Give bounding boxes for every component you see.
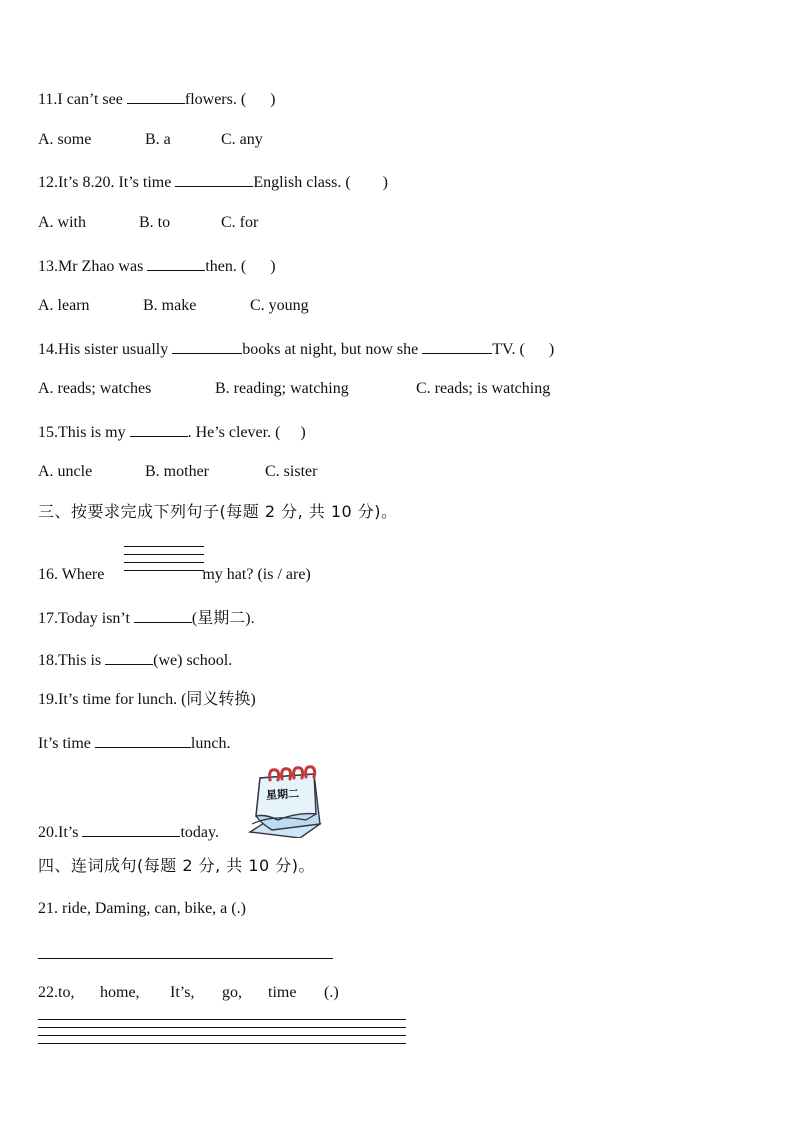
- q13-option-b[interactable]: B. make: [143, 297, 197, 314]
- q13-text-start: 13.Mr Zhao was: [38, 258, 148, 275]
- q22-word-3: It’s,: [170, 984, 195, 1001]
- q16-text-end: my hat? (is / are): [202, 566, 311, 583]
- q20-blank[interactable]: [82, 821, 180, 837]
- q15-option-a[interactable]: A. uncle: [38, 463, 93, 480]
- q15-text-end: . He’s clever. (: [187, 424, 281, 441]
- question-20: [38, 821, 219, 843]
- q15-option-b[interactable]: B. mother: [145, 463, 209, 480]
- q20-text-end: today.: [180, 824, 219, 841]
- q12-text-end: English class. (: [253, 174, 351, 191]
- question-19-answer: [38, 732, 230, 754]
- q11-option-a[interactable]: A. some: [38, 131, 92, 148]
- q14-paren-close: ): [548, 341, 555, 358]
- question-13: [38, 255, 276, 277]
- section-3-heading: 三、按要求完成下列句子(每题 2 分, 共 10 分)。: [38, 502, 398, 521]
- question-22: [38, 983, 339, 1003]
- q12-option-b[interactable]: B. to: [139, 214, 171, 231]
- q19-answer-text-start: It’s time: [38, 735, 95, 752]
- question-21: 21. ride, Daming, can, bike, a (.): [38, 900, 246, 917]
- q14-option-a[interactable]: A. reads; watches: [38, 380, 152, 397]
- q11-option-b[interactable]: B. a: [145, 131, 171, 148]
- q14-text-end: TV. (: [492, 341, 525, 358]
- q20-text-start: 20.It’s: [38, 824, 83, 841]
- q15-option-c[interactable]: C. sister: [265, 463, 318, 480]
- q11-text-end: flowers. (: [184, 91, 247, 108]
- q22-word-2: home,: [100, 984, 140, 1001]
- q15-options: [38, 462, 317, 482]
- question-11: [38, 88, 276, 110]
- q14-blank-2[interactable]: [422, 338, 492, 354]
- q13-option-c[interactable]: C. young: [250, 297, 309, 314]
- q22-word-5: time: [268, 984, 297, 1001]
- q12-option-a[interactable]: A. with: [38, 214, 86, 231]
- q12-option-c[interactable]: C. for: [221, 214, 259, 231]
- q13-text-end: then. (: [205, 258, 247, 275]
- question-17: [38, 607, 255, 629]
- question-12: [38, 171, 388, 193]
- q12-blank[interactable]: [175, 171, 253, 187]
- calendar-label: 星期二: [265, 787, 300, 802]
- q21-answer-line[interactable]: [38, 958, 333, 959]
- question-14: [38, 338, 554, 360]
- q17-text-end: (星期二).: [191, 610, 255, 627]
- q22-word-6: (.): [324, 984, 339, 1001]
- q22-answer-lines[interactable]: [38, 1019, 408, 1047]
- q18-text-start: 18.This is: [38, 652, 106, 669]
- q14-text-middle: books at night, but now she: [242, 341, 423, 358]
- q13-paren-close: ): [270, 258, 276, 275]
- q18-text-end: (we) school.: [153, 652, 233, 669]
- section-4-heading: 四、连词成句(每题 2 分, 共 10 分)。: [38, 856, 316, 875]
- q13-blank[interactable]: [147, 255, 205, 271]
- q22-word-4: go,: [222, 984, 242, 1001]
- q12-paren-close: ): [382, 174, 388, 191]
- q15-paren-close: ): [300, 424, 306, 441]
- q11-blank[interactable]: [127, 88, 185, 104]
- q11-options: [38, 130, 263, 150]
- q15-text-start: 15.This is my: [38, 424, 130, 441]
- calendar-icon: [242, 764, 324, 838]
- q14-text-start: 14.His sister usually: [38, 341, 173, 358]
- q11-paren-close: ): [270, 91, 276, 108]
- q11-text-start: 11.I can’t see: [38, 91, 127, 108]
- q16-text-start: 16. Where: [38, 566, 105, 583]
- q11-option-c[interactable]: C. any: [221, 131, 263, 148]
- q17-blank[interactable]: [134, 607, 192, 623]
- q18-blank[interactable]: [105, 649, 153, 665]
- q14-option-b[interactable]: B. reading; watching: [215, 380, 349, 397]
- q12-text-start: 12.It’s 8.20. It’s time: [38, 174, 176, 191]
- q13-option-a[interactable]: A. learn: [38, 297, 90, 314]
- q14-blank-1[interactable]: [172, 338, 242, 354]
- q14-options: [38, 379, 550, 399]
- question-18: [38, 649, 232, 671]
- q14-option-c[interactable]: C. reads; is watching: [416, 380, 551, 397]
- q17-text-start: 17.Today isn’t: [38, 610, 134, 627]
- q13-options: [38, 296, 309, 316]
- q22-word-1: 22.to,: [38, 984, 75, 1001]
- q15-blank[interactable]: [130, 421, 188, 437]
- question-16: [38, 565, 311, 585]
- question-15: [38, 421, 306, 443]
- q12-options: [38, 213, 258, 233]
- question-19: 19.It’s time for lunch. (同义转换): [38, 691, 256, 708]
- q19-answer-text-end: lunch.: [190, 735, 231, 752]
- q19-blank[interactable]: [95, 732, 191, 748]
